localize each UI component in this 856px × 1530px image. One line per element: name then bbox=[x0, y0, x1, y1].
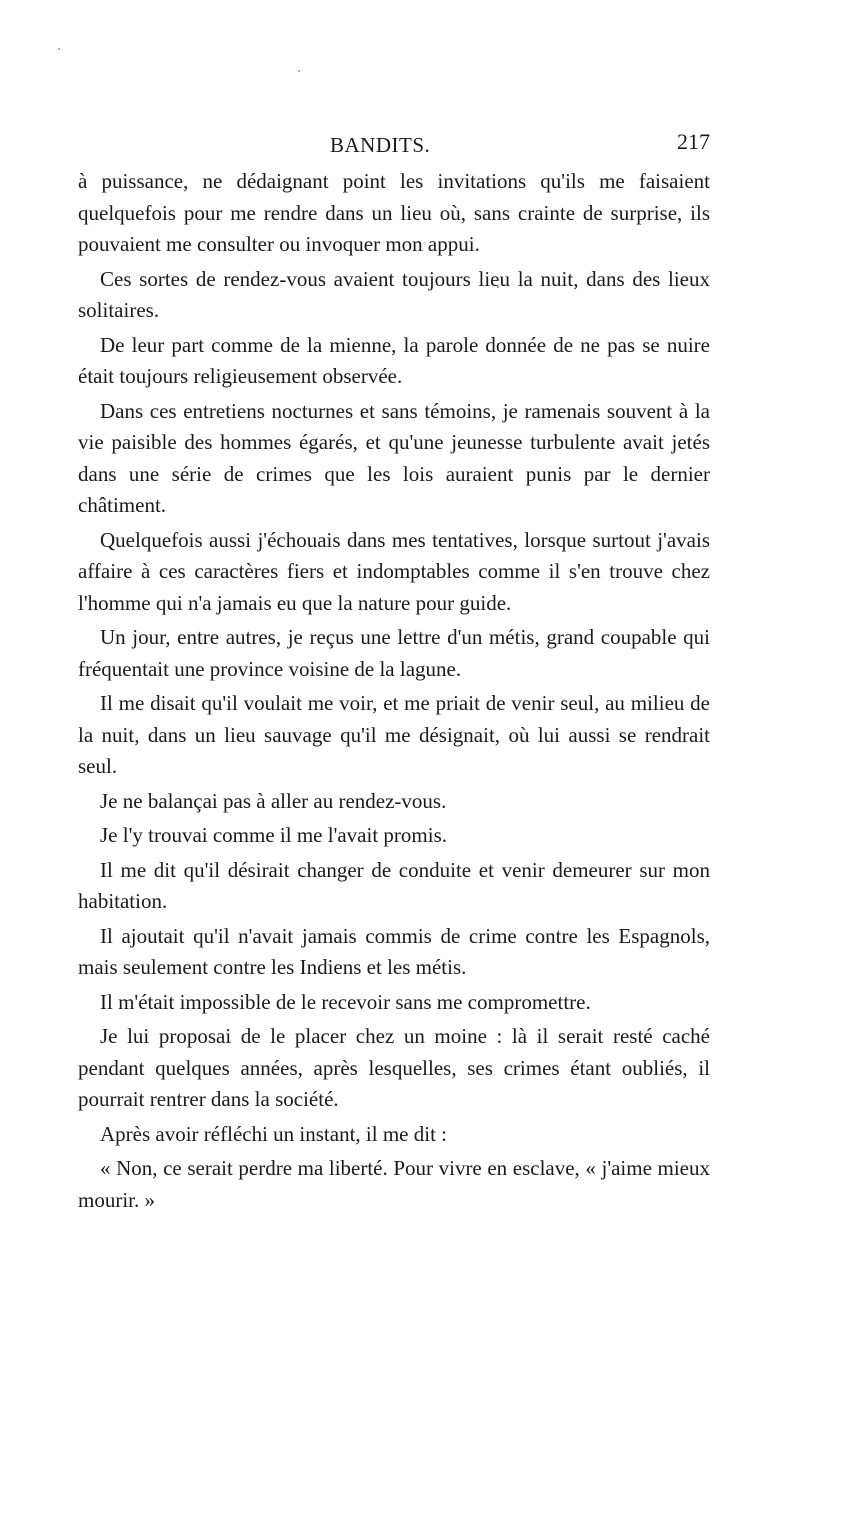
page-speck bbox=[58, 48, 60, 50]
paragraph: Un jour, entre autres, je reçus une lettre d'un métis, grand coupable qui fréquentait une province voisine de la lagune. bbox=[78, 625, 710, 681]
page-number: 217 bbox=[677, 129, 710, 154]
paragraph: Il me disait qu'il voulait me voir, et me priait de venir seul, au milieu de la nuit, dans un lieu sauvage qu'il me désignait, où lui aussi se rendrait seul. bbox=[78, 691, 710, 778]
running-head: BANDITS. bbox=[330, 133, 431, 157]
body-text bbox=[78, 166, 710, 1219]
paragraph: Dans ces entretiens nocturnes et sans témoins, je ramenais souvent à la vie paisible des hommes égarés, et qu'une jeunesse turbulente avait jetés dans une série de crimes que les lois auraient punis par le dernier châtiment. bbox=[78, 398, 710, 517]
page-header bbox=[78, 129, 718, 163]
paragraph: « Non, ce serait perdre ma liberté. Pour vivre en esclave, « j'aime mieux mourir. » bbox=[78, 1156, 710, 1212]
paragraph: Il ajoutait qu'il n'avait jamais commis de crime contre les Espagnols, mais seulement contre les Indiens et les métis. bbox=[78, 923, 710, 979]
paragraph: Je ne balançai pas à aller au rendez-vous. bbox=[100, 788, 447, 813]
paragraph: Il me dit qu'il désirait changer de conduite et venir demeurer sur mon habitation. bbox=[78, 857, 710, 913]
paragraph: à puissance, ne dédaignant point les invitations qu'ils me faisaient quelquefois pour me rendre dans un lieu où, sans crainte de surprise, ils pouvaient me consulter ou invoquer mon appui. bbox=[78, 169, 710, 256]
paragraph: Quelquefois aussi j'échouais dans mes tentatives, lorsque surtout j'avais affaire à ces caractères fiers et indomptables comme il s'en trouve chez l'homme qui n'a jamais eu que la nature pour guide. bbox=[78, 527, 710, 615]
paragraph: Ces sortes de rendez-vous avaient toujours lieu la nuit, dans des lieux solitaires. bbox=[78, 266, 710, 322]
paragraph: Je lui proposai de le placer chez un moine : là il serait resté caché pendant quelques années, après lesquelles, ses crimes étant oubliés, il pourrait rentrer dans la société. bbox=[78, 1024, 710, 1111]
page-speck bbox=[298, 70, 300, 72]
paragraph: De leur part comme de la mienne, la parole donnée de ne pas se nuire était toujours religieusement observée. bbox=[78, 332, 710, 388]
paragraph: Après avoir réfléchi un instant, il me dit : bbox=[100, 1121, 447, 1146]
paragraph: Il m'était impossible de le recevoir sans me compromettre. bbox=[100, 989, 591, 1014]
paragraph: Je l'y trouvai comme il me l'avait promis. bbox=[100, 823, 447, 847]
